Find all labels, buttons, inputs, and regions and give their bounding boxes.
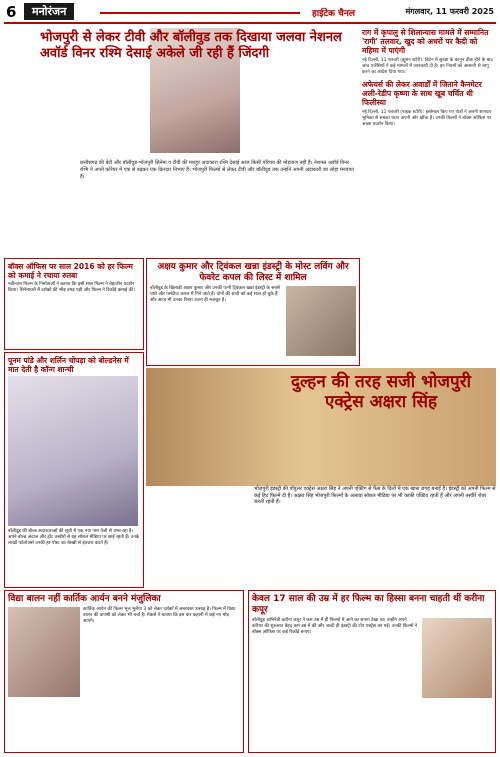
kareena-story	[248, 590, 496, 753]
akshara-body: भोजपुरी इंडस्ट्री की पॉपुलर एक्ट्रेस अक्षरा सिंह ने अपनी एक्टिंग से फैंस के दिलों में एक खास जगह बनाई है। इंडस्ट्री को अपनी फिल्म से कई हिट फिल्में दी हैं। अक्षरा सिंह भोजपुरी फिल्मों के अलावा सोशल मीडिया पर भी काफी एक्टिव रहती हैं और अपनी तस्वीरें शेयर करती रहती हैं।	[254, 486, 496, 505]
kareena-body: बॉलीवुड अभिनेत्री करीना कपूर ने कम उम्र में ही फिल्मों में आने का सपना देखा था। उन्होंने अपने करियर की शुरुआत बेहद कम उम्र में की और जल्दी ही इंडस्ट्री की टॉप एक्ट्रेस बन गईं। उनकी फिल्मों ने बॉक्स ऑफिस पर कई रिकॉर्ड बनाए।	[252, 618, 418, 635]
page-number: 6	[6, 3, 17, 21]
section-title: मनोरंजन	[24, 3, 74, 20]
side-body-2: नई दिल्ली, 11 फरवरी (नाइक स्टोरी): इस्तेमाल किए गए पात्रों ने अपनी शानदार भूमिका से सबका ध्यान अपनी ओर खींचा है। उनकी फिल्मों ने बॉक्स ऑफिस पर अच्छा प्रदर्शन किया।	[362, 110, 492, 127]
kareena-photo	[422, 618, 492, 698]
side-body-1: नई दिल्ली, 11 फरवरी (ह्यूमन स्टोरी): ब्रिटेन में सुरक्षा के कानून ठीक होने के बाद जांच एजेंसियों ने कई मामलों में जानकारी दी है। इन नियमों को आसानी से लागू करने का आदेश दिया गया।	[362, 58, 493, 75]
header-divider	[100, 12, 300, 14]
brand-name: हाईटेक चैनल	[312, 9, 355, 19]
akshay-twinkle-headline: अक्षय कुमार और टि्वंकल खन्ना इंडस्ट्री के मोस्ट लविंग और फेवरेट कपल की लिस्ट में शामिल	[157, 262, 349, 283]
side-headline-1: राग में कृपालु से शिलान्यास मामले में सम्मानित 'रागी' तलवार, खुद को अधरों पर कैदी को महिमा में पाएंगी	[362, 28, 489, 55]
lead-headline: भोजपुरी से लेकर टीवी और बॉलीवुड तक दिखाया जलवा नेशनल अवॉर्ड विनर रश्मि देसाई अकेले जी रही हैं जिंदगी	[40, 30, 342, 61]
vidya-body: कार्तिक आर्यन की फिल्म भूल भुलैया 3 को लेकर दर्शकों में जबरदस्त उत्साह है। फिल्म में विद्या बालन की वापसी को लेकर भी चर्चा है। मेकर्स ने बताया कि इस बार कहानी में कई नए मोड़ आएंगे।	[83, 607, 235, 624]
vidya-headline: विद्या बालन नहीं कार्तिक आर्यन बनने मंजुलिका	[8, 594, 161, 604]
akshay-twinkle-story	[146, 258, 360, 366]
akshara-headline: दुल्हन की तरह सजी भोजपुरी एक्ट्रेस अक्षरा सिंह	[290, 372, 472, 412]
poonam-body: बॉलीवुड की बोल्ड अदाकाराओं की सूची में एक नया नाम तेजी से उभर रहा है। अपने बोल्ड अंदाज और हॉट तस्वीरों से वह सोशल मीडिया पर छाई रहती हैं। उनके लाखों फॉलोअर्स उनकी हर पोस्ट का बेसब्री से इंतजार करते हैं।	[8, 529, 140, 546]
box-office-body: नवीनतम फिल्म के निर्माताओं ने बताया कि इसी साल फिल्म ने बेहतरीन प्रदर्शन किया। सिनेमाघरों में दर्शकों की भीड़ उमड़ पड़ी और फिल्म ने रिकॉर्ड कमाई की।	[8, 282, 136, 293]
box-office-story	[4, 258, 144, 350]
box-office-headline: बॉक्स ऑफिस पर साल 2016 को हर फिल्म को कमाई ने रचाया रुतबा	[8, 262, 133, 280]
akshay-twinkle-photo	[286, 286, 356, 356]
vidya-story	[4, 590, 244, 753]
poonam-story	[4, 352, 144, 588]
kareena-headline: केवल 17 साल की उम्र में हर फिल्म का हिस्सा बनना चाहती थीं करीना कपूर	[252, 594, 485, 615]
side-headline-2: अफेयर्स की लेकर अवार्डों में जिताने कैनमेटर अली-रेडीप कृष्णा के साथ खूब चर्चित थी फिलीस्या	[362, 80, 482, 107]
side-column	[362, 28, 496, 132]
issue-date: मंगलवार, 11 फरवरी 2025	[405, 7, 494, 16]
vidya-photo	[8, 607, 80, 697]
lead-body: छत्तीसगढ़ की बेटी और बॉलीवुड-भोजपुरी सिनेमा व टीवी की मशहूर अदाकारा रश्मि देसाई आज किसी परिचय की मोहताज नहीं हैं। नेशनल अवॉर्ड विनर रश्मि ने अपने करियर में एक से बढ़कर एक किरदार निभाए हैं। भोजपुरी फिल्मों से लेकर टीवी और बॉलीवुड तक उन्होंने अपनी अदाकारी का लोहा मनवाया है।	[80, 160, 354, 180]
akshay-twinkle-body: बॉलीवुड के खिलाड़ी अक्षय कुमार और उनकी पत्नी टि्वंकल खन्ना इंडस्ट्री के सबसे प्यारे और पसंदीदा कपल में गिने जाते हैं। दोनों की शादी को कई साल हो चुके हैं और आज भी उनका रिश्ता उतना ही मजबूत है।	[150, 286, 280, 303]
page-header	[0, 0, 500, 24]
poonam-photo	[8, 376, 138, 526]
header-rule	[4, 22, 496, 24]
poonam-headline: पूनम पांडे और शर्लिन चोपड़ा को बोल्डनेस में मात देती है कॉन्ग शान्ची	[8, 356, 129, 374]
